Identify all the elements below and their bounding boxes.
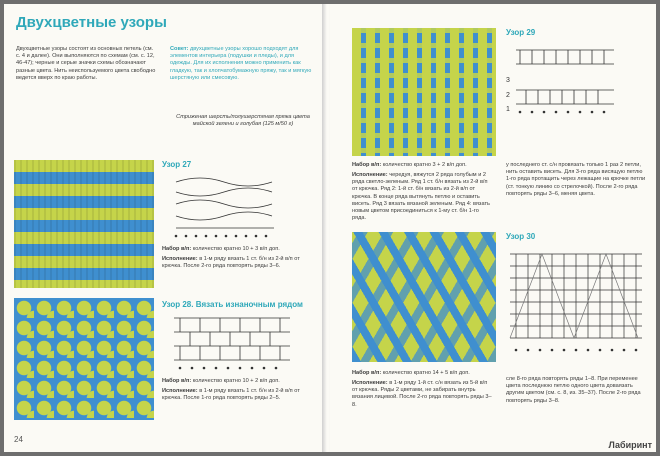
pattern-28-execution [162,388,316,402]
cast-on-text: количество кратно 3 + 2 в/п доп. [382,162,467,168]
advice-text [170,46,316,82]
pattern-27-cast-on [162,246,316,253]
pattern-28-subtitle: Вязать изнаночным рядом [195,300,303,309]
pattern-30-cast-on [352,370,494,377]
pattern-29-continued: у последнего ст. с/н провязать только 1 раз 2 петли, нить оставить висеть. Для 3-го ряда висящую петлю 1-го ряда протащить через лежащие на крючке петли (ст. тонкую линию со стрелочкой). После 2-го ряда повторять ряды 3–6, меняя цвета. [506,162,646,197]
pattern-30-execution [352,380,494,409]
row-label-3: 3 [506,77,510,84]
publisher-watermark: Лабиринт [608,440,652,450]
pattern-28-swatch [14,298,154,420]
intro-text: Двухцветные узоры состоят из основных петель (см. с. 4 и далее). Они выполняются по схемам (см. с. 12, 46-47); черные и серые значки схемы обозначают разные цвета. Нить неиспользуемого цвета свободно ведется вверх по краю работы. [16,46,156,81]
pattern-27-execution [162,256,316,270]
advice-label: Совет: [170,46,189,52]
cast-on-label: Набор в/п: [352,162,382,168]
pattern-30-title: Узор 30 [506,232,536,241]
pattern-29-swatch [352,28,496,156]
pattern-28-cast-on [162,378,316,385]
page-title: Двухцветные узоры [16,14,167,31]
pattern-29-diagram [504,42,624,118]
pattern-30-continued: сле 8-го ряда повторять ряды 1–8. При переменее цвета последнюю петлю одного цвета доваязать другим цветом (см. с. 8, из. 35–37). После 2-го ряда повторять ряды 3–8. [506,376,641,404]
pattern-27-diagram [170,174,290,240]
execution-label: Исполнение: [162,256,198,262]
pattern-28-diagram [170,312,294,372]
yarn-info: Стриженая шерсть/полушерстяная пряжа цвета майской зелени и голубая (125 м/50 г) [176,114,310,128]
row-label-1: 1 [506,106,510,113]
execution-label: Исполнение: [352,172,388,178]
cast-on-label: Набор в/п: [162,246,192,252]
cast-on-label: Набор в/п: [162,378,192,384]
right-page [330,4,656,452]
execution-text: чередуя, вяжутся 2 ряда голубым и 2 ряда светло-зеленым. Ряд 1 ст. б/н вязать из 2-й в/п от крючка. Ряд 2: 1-й ст. б/н вязать из 2-й в/п от крючка. В конце ряда вытянуть петлю и оставить висеть. Ряд 3 вязать вязаной зеленым. Ряд 4: вязать новым цветом присоединиться к 1-му ст. б/н 1-го ряда. [352,172,490,222]
execution-text: в 1-м ряду вязать 1 ст. б/н из 2-й в/п от крючка. После 2-го ряда повторять ряды 3–6. [162,256,300,270]
cast-on-text: количество кратно 14 + 5 в/п доп. [382,370,470,376]
pattern-29-execution [352,172,494,222]
advice-body: двухцветные узоры хорошо подходят для элементов интерьера (подушки и пледы), и для одежды. Для их исполнения можно применить как гладкую, так и хлопчатобумажную пряжу, так и мягкую шерстяную или смесовую. [170,46,312,81]
cast-on-text: количество кратно 10 + 2 в/п доп. [192,378,280,384]
cast-on-label: Набор в/п: [352,370,382,376]
cast-on-text: количество кратно 10 + 3 в/п доп. [192,246,280,252]
execution-label: Исполнение: [352,380,388,386]
left-page [4,4,326,452]
pattern-29-title: Узор 29 [506,28,536,37]
pattern-27-title: Узор 27 [162,160,192,169]
pattern-28-title [162,300,303,310]
pattern-29-cast-on [352,162,494,169]
execution-text: в 1-м ряду вязать 1 ст. б/н из 2-й в/п от крючка. После 1-го ряда повторять ряды 2–5. [162,388,300,402]
execution-text: в 1-м ряду 1-й ст. с/н вязать из 5-й в/п от крючка. Ряды 2 цветами, не забирать внутрь вязания лицевой. После 2-го ряда повторять ряды 3–8. [352,380,492,408]
page-number: 24 [14,435,23,444]
pattern-27-swatch [14,160,154,288]
pattern-30-swatch [352,232,496,362]
execution-label: Исполнение: [162,388,198,394]
pattern-28-number: Узор 28. [162,300,194,309]
row-label-2: 2 [506,92,510,99]
pattern-30-diagram [506,246,646,364]
